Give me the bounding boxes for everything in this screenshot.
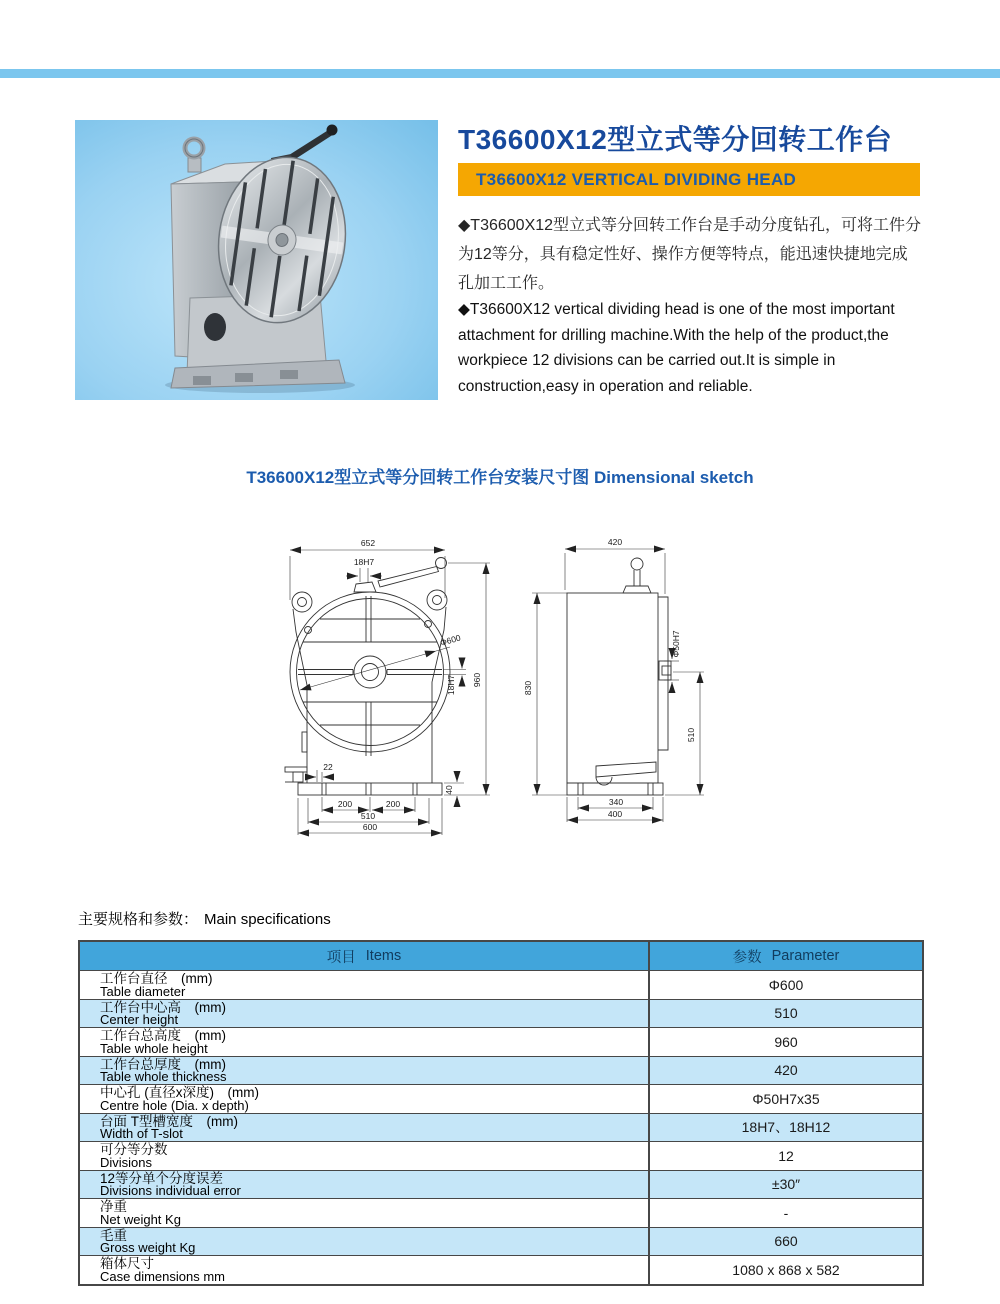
dim-830: 830 bbox=[523, 680, 533, 696]
dim-420: 420 bbox=[607, 537, 623, 547]
column-header-parameter: 参数 Parameter bbox=[732, 948, 840, 966]
specs-heading bbox=[78, 908, 331, 929]
top-accent-bar bbox=[0, 69, 1000, 78]
table-header-row bbox=[80, 942, 922, 970]
dim-22: 22 bbox=[323, 762, 333, 772]
spec-value: 18H7、18H12 bbox=[741, 1119, 831, 1136]
description-english: ◆T36600X12 vertical dividing head is one of the most important attachment for drilling machine.With the help of the product,the workpiece 12 divisions can be carried out.It is simple in construction,easy in operation and reliable. bbox=[458, 301, 895, 395]
spec-value: 1080 x 868 x 582 bbox=[732, 1261, 840, 1278]
spec-row-centre-hole: 中心孔 (直径x深度) (mm) Centre hole (Dia. x depth) Φ50H7x35 bbox=[80, 1084, 922, 1113]
side-hole bbox=[204, 313, 226, 341]
dim-18h7-side: 18H7 bbox=[446, 674, 456, 696]
product-subtitle-banner: T36600X12 VERTICAL DIVIDING HEAD bbox=[458, 163, 920, 196]
dim-600: 600 bbox=[362, 822, 378, 832]
spec-value: 660 bbox=[774, 1233, 798, 1250]
spec-value: 960 bbox=[774, 1033, 798, 1050]
sketch-section-title: T36600X12型立式等分回转工作台安装尺寸图 Dimensional sketch bbox=[246, 468, 754, 487]
spec-row-table-diameter: 工作台直径 (mm) Table diameter Φ600 bbox=[80, 970, 922, 999]
dim-510: 510 bbox=[360, 811, 376, 821]
spec-row-gross-weight: 毛重 Gross weight Kg 660 bbox=[80, 1227, 922, 1256]
spec-value: 510 bbox=[774, 1005, 798, 1022]
specs-heading-cn: 主要规格和参数： bbox=[78, 911, 199, 928]
spec-row-center-height: 工作台中心高 (mm) Center height 510 bbox=[80, 999, 922, 1028]
spec-value: - bbox=[783, 1204, 789, 1221]
dim-400: 400 bbox=[607, 809, 623, 819]
spec-row-whole-height: 工作台总高度 (mm) Table whole height 960 bbox=[80, 1027, 922, 1056]
dim-652: 652 bbox=[360, 538, 376, 548]
spec-row-divisions: 可分等分数 Divisions 12 bbox=[80, 1141, 922, 1170]
dim-960: 960 bbox=[472, 672, 482, 688]
product-photo bbox=[75, 120, 438, 400]
dim-18h7-top: 18H7 bbox=[353, 557, 375, 567]
spec-value: 420 bbox=[774, 1062, 798, 1079]
spec-row-net-weight: 净重 Net weight Kg - bbox=[80, 1198, 922, 1227]
dim-200-right: 200 bbox=[385, 799, 401, 809]
product-title: T36600X12型立式等分回转工作台 bbox=[458, 124, 893, 155]
dim-40: 40 bbox=[444, 785, 454, 795]
dim-50h7: Φ50H7 bbox=[671, 630, 681, 658]
spec-row-case-dimensions: 箱体尺寸 Case dimensions mm 1080 x 868 x 582 bbox=[80, 1255, 922, 1284]
dim-dia600: Φ600 bbox=[438, 632, 462, 648]
dimensional-sketch bbox=[260, 520, 740, 870]
spec-value: 12 bbox=[778, 1147, 794, 1164]
dimension-lines bbox=[290, 549, 704, 835]
spec-row-division-error: 12等分单个分度误差 Divisions individual error ±30″ bbox=[80, 1170, 922, 1199]
column-header-items: 项目 Items bbox=[80, 942, 650, 970]
side-view-drawing bbox=[567, 558, 671, 795]
dim-200-left: 200 bbox=[337, 799, 353, 809]
dim-340: 340 bbox=[608, 797, 624, 807]
spec-row-tslot-width: 台面 T型槽宽度 (mm) Width of T-slot 18H7、18H12 bbox=[80, 1113, 922, 1142]
spec-value: Φ50H7x35 bbox=[752, 1090, 820, 1107]
specs-heading-en: Main specifications bbox=[204, 911, 331, 928]
specifications-table bbox=[78, 940, 924, 1286]
description-chinese: ◆T36600X12型立式等分回转工作台是手动分度钻孔，可将工件分为12等分，具有稳定性好、操作方便等特点，能迅速快捷地完成孔加工工作。 bbox=[458, 217, 922, 292]
spec-value: Φ600 bbox=[768, 976, 804, 993]
dim-510-side: 510 bbox=[686, 727, 696, 743]
spec-value: ±30″ bbox=[771, 1176, 801, 1193]
front-view-drawing bbox=[285, 558, 450, 796]
spec-row-whole-thickness: 工作台总厚度 (mm) Table whole thickness 420 bbox=[80, 1056, 922, 1085]
